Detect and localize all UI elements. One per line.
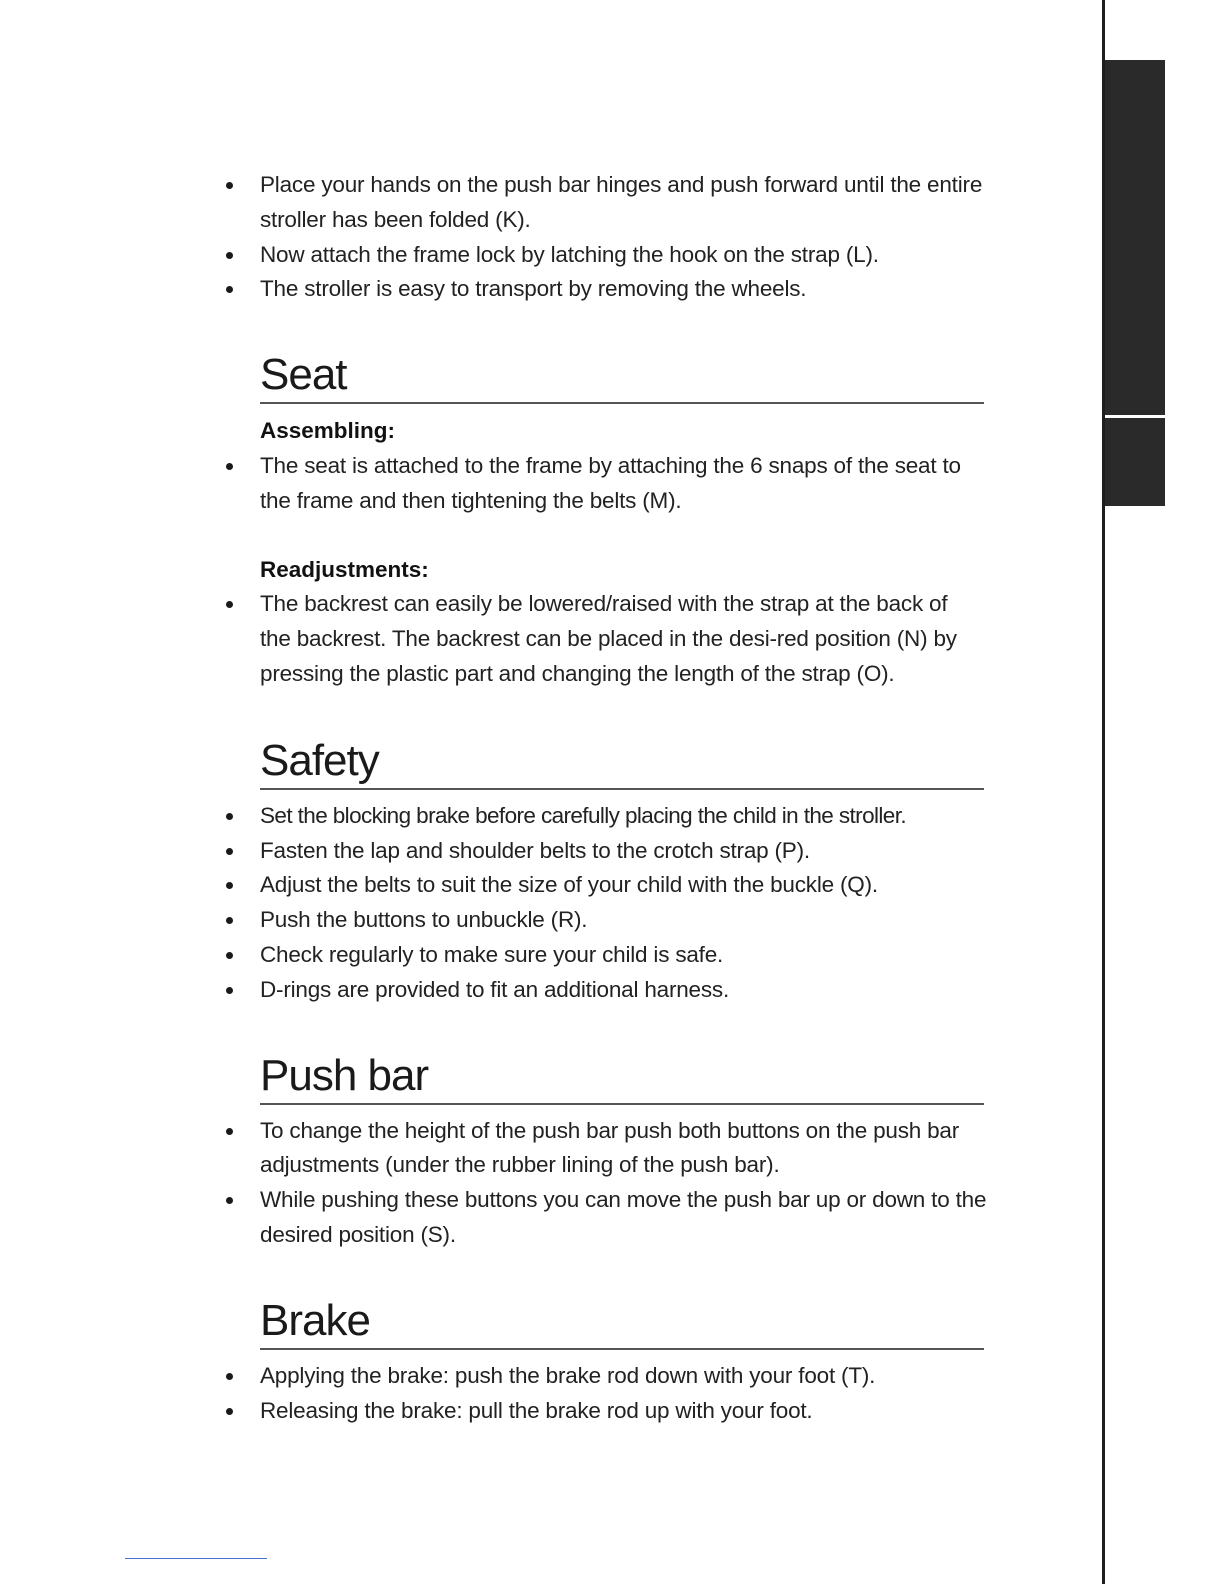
bullet-icon xyxy=(226,1373,233,1380)
subhead-readjustments: Readjustments: xyxy=(260,556,429,582)
bullet-icon xyxy=(226,252,233,259)
safety-list xyxy=(220,799,990,1008)
bullet-icon xyxy=(226,601,233,608)
list-item: While pushing these buttons you can move the push bar up or down to the desired position (S). xyxy=(220,1183,990,1253)
list-item: To change the height of the push bar push both buttons on the push bar adjustments (under the rubber lining of the push bar). xyxy=(220,1114,990,1184)
push-bar-list xyxy=(220,1114,990,1253)
bullet-icon xyxy=(226,1128,233,1135)
readjustments-list xyxy=(220,587,990,691)
section-tab-lower xyxy=(1105,418,1165,506)
bullet-icon xyxy=(226,182,233,189)
bullet-icon xyxy=(226,813,233,820)
list-item: Push the buttons to unbuckle (R). xyxy=(220,903,990,938)
section-title-brake: Brake xyxy=(260,1296,984,1350)
bullet-icon xyxy=(226,286,233,293)
bullet-icon xyxy=(226,848,233,855)
section-title-seat: Seat xyxy=(260,350,984,404)
bullet-icon xyxy=(226,882,233,889)
footer-rule xyxy=(125,1558,267,1559)
list-item: Place your hands on the push bar hinges and push forward until the entire stroller has been folded (K). xyxy=(220,168,990,238)
list-item: Releasing the brake: pull the brake rod up with your foot. xyxy=(220,1394,990,1429)
bullet-icon xyxy=(226,952,233,959)
page-content xyxy=(220,168,990,1428)
bullet-icon xyxy=(226,987,233,994)
bullet-icon xyxy=(226,917,233,924)
folding-list xyxy=(220,168,990,307)
bullet-icon xyxy=(226,1408,233,1415)
list-item: D-rings are provided to fit an additional harness. xyxy=(220,973,990,1008)
bullet-icon xyxy=(226,1197,233,1204)
subhead-assembling: Assembling: xyxy=(260,418,396,444)
list-item: The stroller is easy to transport by removing the wheels. xyxy=(220,272,990,307)
section-tab-upper xyxy=(1105,60,1165,415)
section-title-push-bar: Push bar xyxy=(260,1051,984,1105)
list-item: Adjust the belts to suit the size of your child with the buckle (Q). xyxy=(220,868,990,903)
assembling-list xyxy=(220,449,990,519)
list-item: The backrest can easily be lowered/raised with the strap at the back of the backrest. The backrest can be placed in the desi-red position (N) by pressing the plastic part and changing the length of the strap (O). xyxy=(220,587,990,691)
list-item: Fasten the lap and shoulder belts to the crotch strap (P). xyxy=(220,834,990,869)
brake-list xyxy=(220,1359,990,1429)
list-item: Set the blocking brake before carefully placing the child in the stroller. xyxy=(220,799,990,834)
list-item: Applying the brake: push the brake rod down with your foot (T). xyxy=(220,1359,990,1394)
list-item: Check regularly to make sure your child is safe. xyxy=(220,938,990,973)
bullet-icon xyxy=(226,463,233,470)
section-title-safety: Safety xyxy=(260,736,984,790)
list-item: Now attach the frame lock by latching the hook on the strap (L). xyxy=(220,238,990,273)
list-item: The seat is attached to the frame by attaching the 6 snaps of the seat to the frame and then tightening the belts (M). xyxy=(220,449,990,519)
